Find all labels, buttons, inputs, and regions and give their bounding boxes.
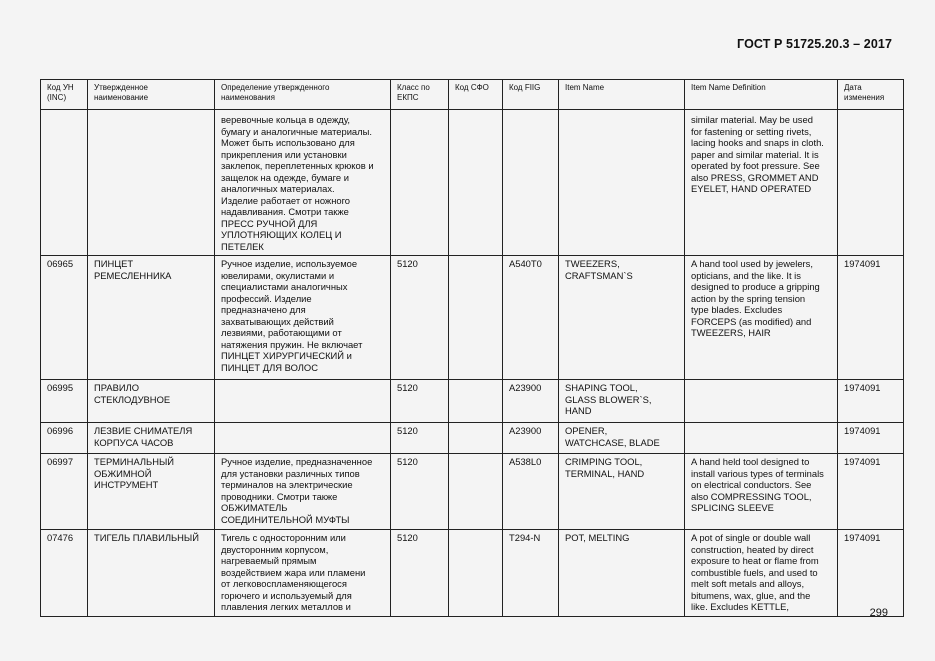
cell-definition-ru: Ручное изделие, используемое ювелирами, окулистами и специалистами аналогичных профессий. Изделие предназначено для захватывающих действий лезвиями, работающими от натяжения пружин. Не включает ПИНЦЕТ ХИРУРГИЧЕСКИЙ и ПИНЦЕТ ДЛЯ ВОЛОС [215, 256, 391, 380]
cell-fiig: A540T0 [503, 256, 559, 380]
cell-item-definition [685, 423, 838, 454]
cell-item-definition: A hand held tool designed to install various types of terminals on electrical conductors. See also COMPRESSING TOOL, SPLICING SLEEVE [685, 454, 838, 530]
cell-definition-ru: Тигель с односторонним или двусторонним корпусом, нагреваемый прямым воздействием жара или пламени от легковоспламеняющегося горючего и используемый для плавления легких металлов и [215, 530, 391, 617]
cell-sfo [449, 256, 503, 380]
cell-class: 5120 [391, 380, 449, 423]
table-row [41, 256, 904, 380]
cell-inc: 07476 [41, 530, 88, 617]
cell-definition-ru: Ручное изделие, предназначенное для установки различных типов терминалов на электрические проводники. Смотри также ОБЖИМАТЕЛЬ СОЕДИНИТЕЛЬНОЙ МУФТЫ [215, 454, 391, 530]
cell-name-ru: ПИНЦЕТ РЕМЕСЛЕННИКА [88, 256, 215, 380]
cell-item-definition: A hand tool used by jewelers, opticians, and the like. It is designed to produce a gripping action by the spring tension type blades. Excludes FORCEPS (as modified) and TWEEZERS, HAIR [685, 256, 838, 380]
cell-fiig: T294-N [503, 530, 559, 617]
column-header-inc: Код УН (INC) [41, 80, 88, 110]
cell-inc: 06997 [41, 454, 88, 530]
cell-sfo [449, 110, 503, 256]
page-number: 299 [869, 607, 888, 619]
column-header-fiig: Код FIIG [503, 80, 559, 110]
cell-inc [41, 110, 88, 256]
table-row [41, 423, 904, 454]
cell-date: 1974091 [838, 454, 904, 530]
cell-item-definition: similar material. May be used for fastening or setting rivets, lacing hooks and snaps in cloth. paper and similar material. It is operated by foot pressure. See also PRESS, GROMMET AND EYELET, HAND OPERATED [685, 110, 838, 256]
catalog-table [40, 79, 904, 617]
cell-inc: 06965 [41, 256, 88, 380]
cell-fiig: A23900 [503, 423, 559, 454]
column-header-item-name: Item Name [559, 80, 685, 110]
cell-name-ru [88, 110, 215, 256]
cell-fiig [503, 110, 559, 256]
cell-class: 5120 [391, 454, 449, 530]
column-header-sfo: Код СФО [449, 80, 503, 110]
cell-name-ru: ЛЕЗВИЕ СНИМАТЕЛЯ КОРПУСА ЧАСОВ [88, 423, 215, 454]
cell-item-name: TWEEZERS, CRAFTSMAN`S [559, 256, 685, 380]
cell-class: 5120 [391, 423, 449, 454]
cell-date [838, 110, 904, 256]
cell-sfo [449, 454, 503, 530]
cell-date: 1974091 [838, 423, 904, 454]
cell-fiig: A23900 [503, 380, 559, 423]
cell-class: 5120 [391, 256, 449, 380]
cell-fiig: A538L0 [503, 454, 559, 530]
cell-item-definition [685, 380, 838, 423]
column-header-class: Класс по ЕКПС [391, 80, 449, 110]
column-header-name-ru: Утвержденное наименование [88, 80, 215, 110]
cell-date: 1974091 [838, 380, 904, 423]
column-header-date: Дата изменения [838, 80, 904, 110]
cell-sfo [449, 380, 503, 423]
cell-item-name [559, 110, 685, 256]
cell-name-ru: ПРАВИЛО СТЕКЛОДУВНОЕ [88, 380, 215, 423]
cell-name-ru: ТЕРМИНАЛЬНЫЙ ОБЖИМНОЙ ИНСТРУМЕНТ [88, 454, 215, 530]
cell-date: 1974091 [838, 530, 904, 617]
cell-class [391, 110, 449, 256]
column-header-item-definition: Item Name Definition [685, 80, 838, 110]
table-header-row [41, 80, 904, 110]
document-title: ГОСТ Р 51725.20.3 – 2017 [737, 37, 892, 51]
cell-inc: 06995 [41, 380, 88, 423]
cell-definition-ru: веревочные кольца в одежду, бумагу и аналогичные материалы. Может быть использовано для прикрепления или установки заклепок, переплетенных крюков и защелок на одежде, бумаге и аналогичных материалах. Изделие работает от ножного надавливания. Смотри также ПРЕСС РУЧНОЙ ДЛЯ УПЛОТНЯЮЩИХ КОЛЕЦ И ПЕТЕЛЕК [215, 110, 391, 256]
column-header-definition-ru: Определение утвержденного наименования [215, 80, 391, 110]
cell-definition-ru [215, 423, 391, 454]
cell-item-definition: A pot of single or double wall construction, heated by direct exposure to heat or flame from combustible fuels, and used to melt soft metals and alloys, bitumens, wax, glue, and the like. Excludes KETTLE, [685, 530, 838, 617]
cell-item-name: POT, MELTING [559, 530, 685, 617]
cell-item-name: SHAPING TOOL, GLASS BLOWER`S, HAND [559, 380, 685, 423]
cell-class: 5120 [391, 530, 449, 617]
cell-date: 1974091 [838, 256, 904, 380]
cell-inc: 06996 [41, 423, 88, 454]
table-row [41, 380, 904, 423]
cell-item-name: CRIMPING TOOL, TERMINAL, HAND [559, 454, 685, 530]
cell-sfo [449, 423, 503, 454]
cell-name-ru: ТИГЕЛЬ ПЛАВИЛЬНЫЙ [88, 530, 215, 617]
table-row [41, 530, 904, 617]
cell-definition-ru [215, 380, 391, 423]
table-row [41, 454, 904, 530]
table-row [41, 110, 904, 256]
cell-item-name: OPENER, WATCHCASE, BLADE [559, 423, 685, 454]
cell-sfo [449, 530, 503, 617]
